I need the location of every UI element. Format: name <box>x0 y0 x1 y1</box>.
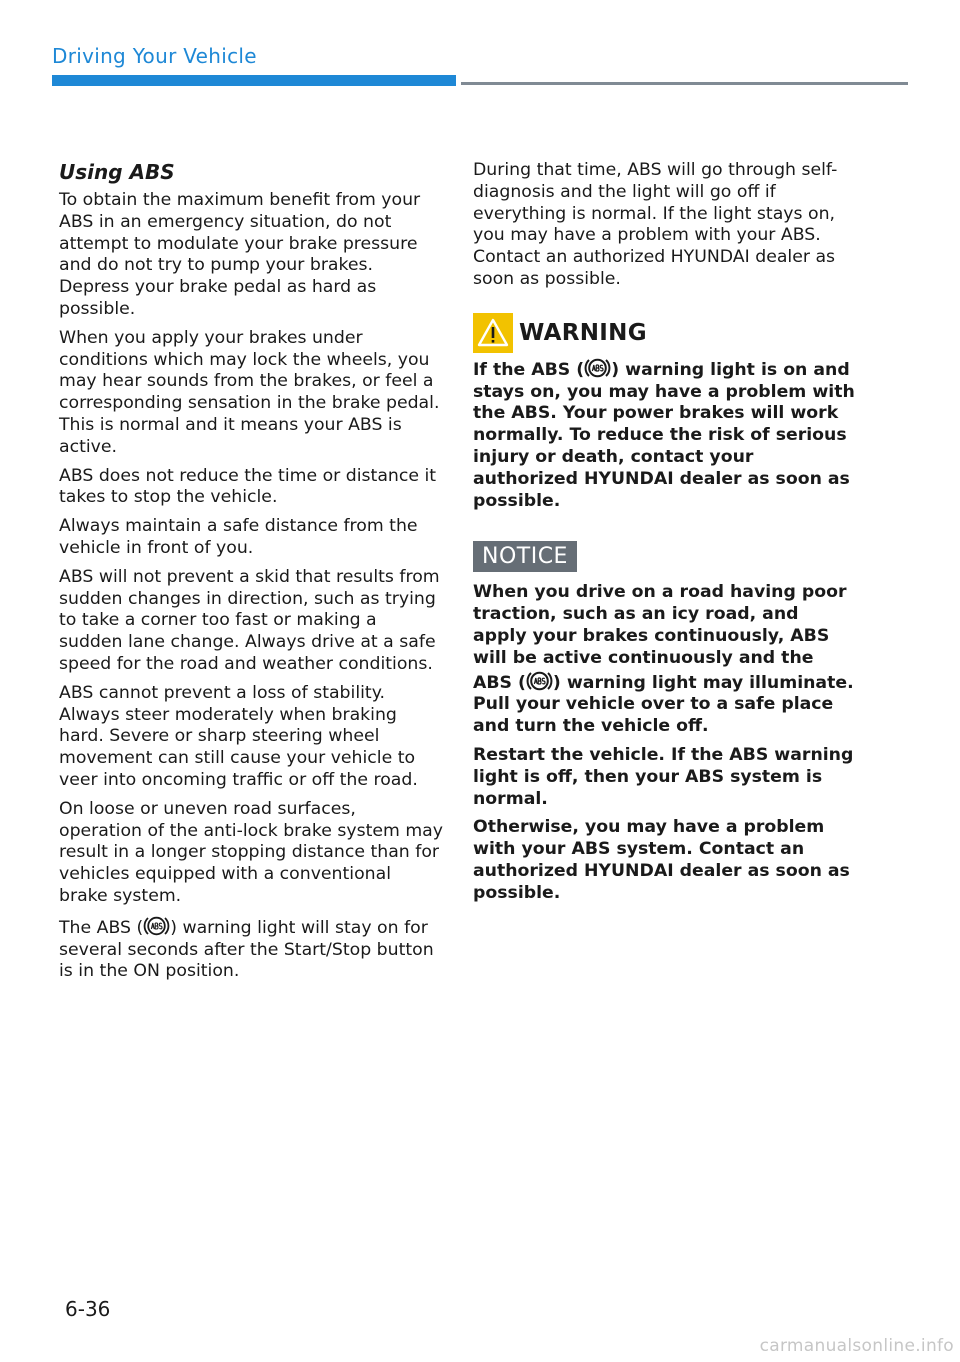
notice-paragraph-1-start: When you drive on a road having poor traction, such as an icy road, and apply your brakes continuously, ABS will be active continuously and the ABS ( <box>473 582 847 693</box>
section-heading: Using ABS <box>59 160 175 184</box>
abs-warning-icon <box>526 670 553 692</box>
warning-text <box>473 357 858 513</box>
notice-paragraph-3: Otherwise, you may have a problem with your ABS system. Contact an authorized HYUNDAI dealer as soon as possible. <box>473 817 850 903</box>
paragraph-6: ABS cannot prevent a loss of stability. Always steer moderately when braking hard. Severe or sharp steering wheel movement can still cause your vehicle to veer into oncoming traffic or off the road. <box>59 682 418 790</box>
paragraph-3: ABS does not reduce the time or distance it takes to stop the vehicle. <box>59 465 437 508</box>
page-number: 6-36 <box>65 1297 111 1321</box>
notice-paragraph-1 <box>473 582 858 738</box>
notice-paragraph-2: Restart the vehicle. If the ABS warning light is off, then your ABS system is normal. <box>473 744 854 809</box>
header-accent-bar <box>52 75 456 86</box>
warning-text-end: ) warning light is on and stays on, you may have a problem with the ABS. Your power brakes will work normally. To reduce the risk of serious injury or death, contact your authorized HYUNDAI dealer as soon as possible. <box>473 359 855 511</box>
paragraph-1: To obtain the maximum benefit from your ABS in an emergency situation, do not attempt to modulate your brake pressure and do not try to pump your brakes. Depress your brake pedal as hard as possible. <box>59 190 421 319</box>
paragraph-8-end: ) warning light will stay on for several seconds after the Start/Stop button is in the ON position. <box>59 917 434 982</box>
page-header-title: Driving Your Vehicle <box>52 44 257 68</box>
left-column <box>59 160 443 990</box>
paragraph-4: Always maintain a safe distance from the vehicle in front of you. <box>59 516 418 558</box>
abs-warning-icon <box>584 357 611 379</box>
paragraph-5: ABS will not prevent a skid that results from sudden changes in direction, such as trying to take a corner too fast or making a sudden lane change. Always drive at a safe speed for the road and weather conditions. <box>59 566 440 674</box>
notice-badge: NOTICE <box>473 541 577 572</box>
header-rule <box>461 82 908 85</box>
paragraph-2: When you apply your brakes under conditions which may lock the wheels, you may hear sounds from the brakes, or feel a corresponding sensation in the brake pedal. This is normal and it means your ABS is active. <box>59 327 440 457</box>
warning-label: WARNING <box>519 319 647 346</box>
paragraph-9: During that time, ABS will go through self-diagnosis and the light will go off if everything is normal. If the light stays on, you may have a problem with your ABS. Contact an authorized HYUNDAI dealer as soon as possible. <box>473 160 838 289</box>
warning-header <box>473 313 858 353</box>
warning-triangle-icon <box>473 313 513 353</box>
watermark: carmanualsonline.info <box>759 1336 954 1356</box>
warning-text-start: If the ABS ( <box>473 359 585 380</box>
paragraph-7: On loose or uneven road surfaces, operation of the anti-lock brake system may result in a longer stopping distance than for vehicles equipped with a conventional brake system. <box>59 798 444 906</box>
paragraph-8-start: The ABS ( <box>59 917 144 938</box>
paragraph-8 <box>59 915 443 983</box>
abs-warning-icon <box>143 915 170 937</box>
notice-paragraph-1-end: ) warning light may illuminate. Pull your vehicle over to a safe place and turn the vehicle off. <box>473 672 854 737</box>
right-column <box>473 160 858 912</box>
